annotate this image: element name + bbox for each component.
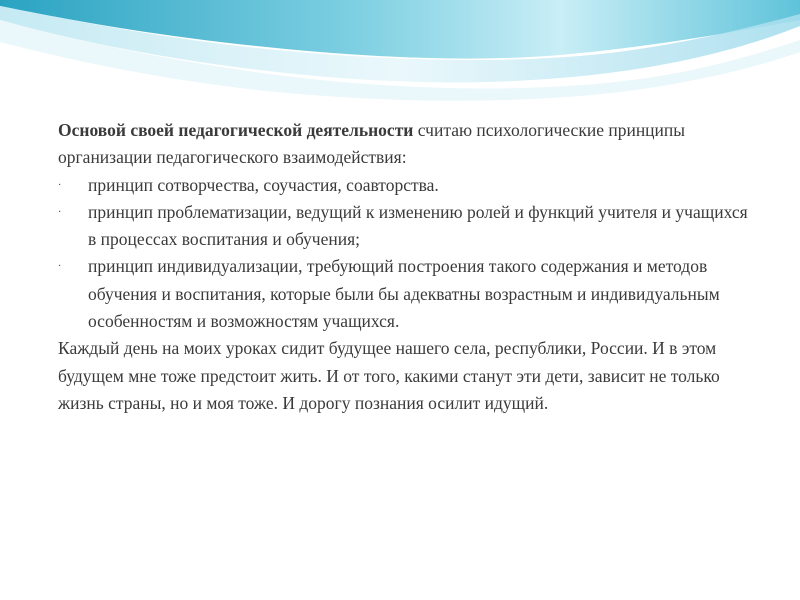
list-item-text: принцип проблематизации, ведущий к изменению ролей и функций учителя и учащихся в процессах воспитания и обучения;	[88, 201, 748, 250]
intro-bold-text: Основой своей педагогической деятельности	[58, 120, 414, 140]
bullet-dot-icon: ·	[58, 179, 62, 191]
bullet-dot-icon: ·	[58, 261, 62, 273]
list-item-text: принцип индивидуализации, требующий построения такого содержания и методов обучения и воспитания, которые были бы адекватны возрастным и индивидуальным особенностям и возможностям учащихся.	[88, 256, 720, 332]
intro-text: считаю психологические принципы организации педагогического взаимодействия:	[58, 120, 686, 168]
closing-paragraph: Каждый день на моих уроках сидит будущее нашего села, республики, России. И в этом будущем мне тоже предстоит жить. И от того, какими станут эти дети, зависит не только жизнь страны, но и моя тоже. И дорогу познания осилит идущий.	[58, 338, 720, 413]
list-item	[58, 199, 758, 254]
list-item-text: принцип сотворчества, соучастия, соавторства.	[88, 174, 439, 195]
bullet-dot-icon: ·	[58, 206, 62, 218]
header-wave-decoration	[0, 0, 800, 110]
intro-paragraph	[58, 117, 758, 172]
principles-list	[58, 172, 758, 336]
list-item	[58, 172, 758, 199]
slide-body	[58, 117, 758, 417]
list-item	[58, 253, 758, 335]
